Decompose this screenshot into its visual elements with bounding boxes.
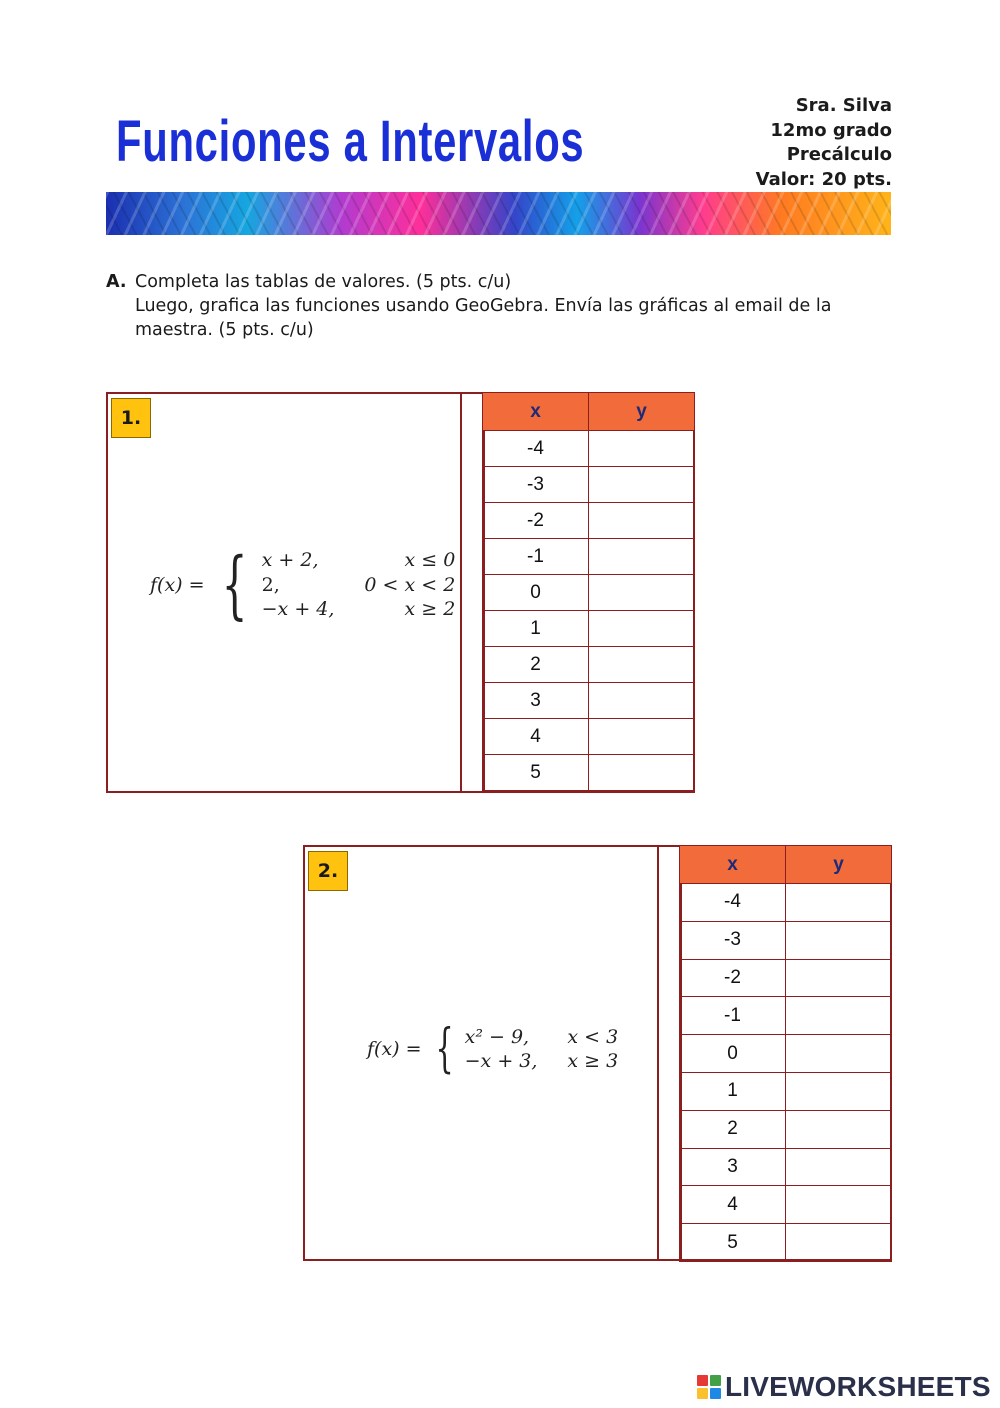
y-value-cell[interactable] xyxy=(589,539,695,575)
table-row xyxy=(483,431,695,467)
grade-level: 12mo grado xyxy=(770,119,892,141)
x-column-header: x xyxy=(483,393,589,431)
header-info xyxy=(756,94,892,192)
table-row xyxy=(483,647,695,683)
table-row xyxy=(483,539,695,575)
table-row xyxy=(483,575,695,611)
formula-lhs: f(x) = xyxy=(150,574,205,596)
logo-square xyxy=(697,1388,708,1399)
value-table-1 xyxy=(482,392,695,791)
x-value-cell: -1 xyxy=(483,539,589,575)
logo-mark-icon xyxy=(697,1375,721,1399)
table-row xyxy=(483,503,695,539)
y-value-cell[interactable] xyxy=(589,683,695,719)
y-value-input[interactable] xyxy=(589,473,694,496)
y-value-cell[interactable] xyxy=(786,1224,892,1262)
x-value-cell: -1 xyxy=(680,997,786,1035)
table-row xyxy=(680,1035,892,1073)
table-row xyxy=(483,719,695,755)
x-value-cell: 2 xyxy=(680,1110,786,1148)
instruction-line-1: Completa las tablas de valores. (5 pts. c/u) xyxy=(135,272,512,292)
y-value-cell[interactable] xyxy=(589,719,695,755)
y-value-cell[interactable] xyxy=(786,1186,892,1224)
y-value-cell[interactable] xyxy=(589,467,695,503)
course-name: Precálculo xyxy=(786,144,892,165)
y-value-input[interactable] xyxy=(589,617,694,640)
y-value-cell[interactable] xyxy=(589,431,695,467)
formula-pieces xyxy=(465,1025,619,1074)
worksheet-title: Funciones a Intervalos xyxy=(116,109,585,174)
logo-square xyxy=(710,1388,721,1399)
y-value-input[interactable] xyxy=(589,725,694,748)
problem-number-badge: 2. xyxy=(308,851,348,891)
table-row xyxy=(680,1148,892,1186)
piecewise-formula xyxy=(367,1019,619,1079)
table-row xyxy=(680,1186,892,1224)
y-value-input[interactable] xyxy=(786,1193,891,1216)
brand-name: LIVEWORKSHEETS xyxy=(725,1371,991,1402)
y-value-input[interactable] xyxy=(589,545,694,568)
piece-expr: −x + 3, xyxy=(464,1050,538,1072)
x-value-cell: 5 xyxy=(483,755,589,791)
instructions xyxy=(106,270,866,342)
problem-number-badge: 1. xyxy=(111,398,151,438)
y-column-header: y xyxy=(786,846,892,884)
piece-expr: −x + 4, xyxy=(261,598,335,621)
y-value-input[interactable] xyxy=(589,689,694,712)
y-value-input[interactable] xyxy=(589,581,694,604)
x-value-cell: 4 xyxy=(483,719,589,755)
piece-cond: x ≥ 2 xyxy=(404,598,456,621)
table-row xyxy=(680,921,892,959)
teacher-name: Sra. Silva xyxy=(795,95,892,116)
point-value: Valor: 20 pts. xyxy=(755,168,892,190)
y-value-cell[interactable] xyxy=(589,611,695,647)
x-value-cell: -3 xyxy=(680,921,786,959)
y-value-cell[interactable] xyxy=(786,1148,892,1186)
y-value-input[interactable] xyxy=(786,891,891,914)
y-value-input[interactable] xyxy=(786,1080,891,1103)
table-row xyxy=(483,755,695,791)
y-value-cell[interactable] xyxy=(786,959,892,997)
left-brace: { xyxy=(221,542,248,628)
x-value-cell: 3 xyxy=(680,1148,786,1186)
decorative-banner xyxy=(106,192,891,235)
x-value-cell: 4 xyxy=(680,1186,786,1224)
y-column-header: y xyxy=(589,393,695,431)
y-value-input[interactable] xyxy=(589,653,694,676)
table-row xyxy=(680,1072,892,1110)
x-value-cell: 0 xyxy=(680,1035,786,1073)
table-row xyxy=(680,1224,892,1262)
x-value-cell: -3 xyxy=(483,467,589,503)
piece-cond: x < 3 xyxy=(567,1025,619,1048)
y-value-cell[interactable] xyxy=(589,647,695,683)
y-value-cell[interactable] xyxy=(589,755,695,791)
logo-square xyxy=(697,1375,708,1386)
piece-expr: x² − 9, xyxy=(464,1025,530,1048)
table-row xyxy=(483,611,695,647)
piece-cond: 0 < x < 2 xyxy=(364,573,456,596)
logo-square xyxy=(710,1375,721,1386)
x-value-cell: -2 xyxy=(483,503,589,539)
piecewise-formula xyxy=(150,542,456,628)
piece-expr: 2, xyxy=(261,573,280,596)
y-value-input[interactable] xyxy=(786,966,891,989)
piece-cond: x ≥ 3 xyxy=(567,1050,619,1072)
y-value-cell[interactable] xyxy=(589,575,695,611)
x-value-cell: 1 xyxy=(680,1072,786,1110)
table-row xyxy=(680,884,892,922)
left-brace: { xyxy=(434,1019,454,1079)
y-value-cell[interactable] xyxy=(786,1035,892,1073)
x-value-cell: -4 xyxy=(483,431,589,467)
y-value-input[interactable] xyxy=(589,761,694,784)
x-value-cell: 2 xyxy=(483,647,589,683)
table-row xyxy=(680,959,892,997)
liveworksheets-logo xyxy=(697,1372,991,1402)
y-value-input[interactable] xyxy=(786,929,891,952)
y-value-input[interactable] xyxy=(786,1004,891,1027)
x-value-cell: 5 xyxy=(680,1224,786,1262)
x-value-cell: 3 xyxy=(483,683,589,719)
instruction-line-2: Luego, grafica las funciones usando GeoGebra. Envía las gráficas al email de la maestra. (5 pts. c/u) xyxy=(135,296,832,340)
table-row xyxy=(483,683,695,719)
y-value-input[interactable] xyxy=(589,509,694,532)
piece-expr: x + 2, xyxy=(261,549,319,572)
y-value-input[interactable] xyxy=(786,1231,891,1254)
formula-pieces xyxy=(262,548,456,622)
y-value-input[interactable] xyxy=(786,1155,891,1178)
y-value-cell[interactable] xyxy=(786,1072,892,1110)
section-letter: A. xyxy=(106,272,127,292)
x-column-header: x xyxy=(680,846,786,884)
y-value-cell[interactable] xyxy=(786,921,892,959)
y-value-input[interactable] xyxy=(786,1118,891,1141)
x-value-cell: -4 xyxy=(680,884,786,922)
x-value-cell: -2 xyxy=(680,959,786,997)
formula-lhs: f(x) = xyxy=(367,1038,422,1060)
y-value-cell[interactable] xyxy=(589,503,695,539)
table-row xyxy=(483,467,695,503)
y-value-input[interactable] xyxy=(786,1042,891,1065)
value-table-2 xyxy=(679,845,892,1262)
x-value-cell: 0 xyxy=(483,575,589,611)
y-value-cell[interactable] xyxy=(786,997,892,1035)
piece-cond: x ≤ 0 xyxy=(404,549,456,572)
x-value-cell: 1 xyxy=(483,611,589,647)
y-value-cell[interactable] xyxy=(786,1110,892,1148)
y-value-cell[interactable] xyxy=(786,884,892,922)
table-row xyxy=(680,1110,892,1148)
table-row xyxy=(680,997,892,1035)
y-value-input[interactable] xyxy=(589,437,694,460)
